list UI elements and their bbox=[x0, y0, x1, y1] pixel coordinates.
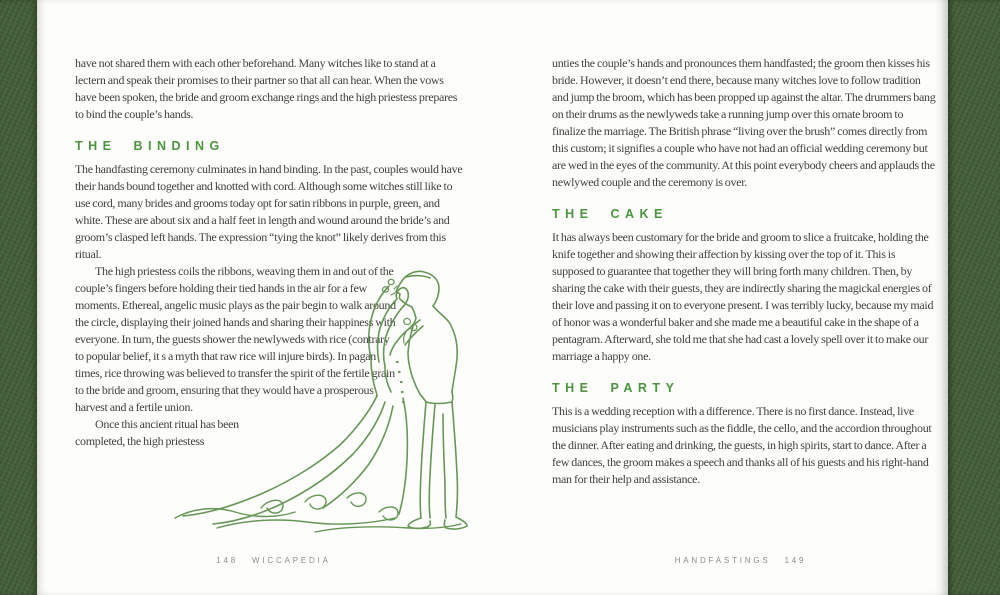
chapter-title: HANDFASTINGS bbox=[674, 556, 771, 565]
paragraph-broom-jump: unties the couple’s hands and pronounces them handfasted; the groom then kisses his bride. However, it doesn’t end there, because many witches love to follow tradition and jump the broom, which has been propped up against the altar. The drummers bang on their drums as the newlyweds take a running jump over this ornate broom to finalize the marriage. The British phrase “living over the brush” comes directly from this custom; it signifies a couple who have not had an official wedding ceremony but are wed in the eyes of the community. At this point everybody cheers and applauds the newlywed couple and the ceremony is over. bbox=[552, 56, 936, 189]
left-cover-edge bbox=[0, 0, 37, 595]
paragraph-vows: have not shared them with each other beforehand. Many witches like to stand at a lectern and speak their promises to their partner so that all can hear. When the vows have been spoken, the bride and groom exchange rings and the high priestess prepares to bind the couple’s hands. bbox=[75, 56, 458, 121]
paragraph-ribbons: The high priestess coils the ribbons, weaving them in and out of the couple’s fingers before holding their tied hands in the air for a few moments. Ethereal, angelic music plays as the pair begin to walk around the circle, displaying their joined hands and sharing their happiness with everyone. In turn, the guests shower the newlyweds with rice (contrary to popular belief, it s a myth that raw rice will injure birds). In pagan times, rice throwing was believed to transfer the spirit of the fertile grain to the bride and groom, ensuring that they would have a prosperous harvest and a fertile union. bbox=[75, 264, 396, 414]
paragraph-cake: It has always been customary for the bride and groom to slice a fruitcake, holding the knife together and showing their affection by kissing over the top of it. This is supposed to guarantee that together they will bring forth many children. Then, by sharing the cake with their guests, they are indirectly sharing the magickal energies of their love and passing it on to everyone present. I was terribly lucky, because my maid of honor was a wonderful baker and she made me a beautiful cake in the shape of a pentagram. Afterward, she told me that she had cast a lovely spell over it to make our marriage a happy one. bbox=[552, 230, 934, 363]
page-number-right: 149 bbox=[784, 556, 807, 565]
paragraph-binding: The handfasting ceremony culminates in hand binding. In the past, couples would have their hands bound together and knotted with cord. Although some witches still like to use cord, many brides and grooms today opt for satin ribbons in purple, green, and white. These are about six and a half feet in length and wound around the bride’s and groom’s clasped left hands. The expression “tying the knot” likely derives from this ritual. bbox=[75, 162, 463, 261]
left-page-footer bbox=[75, 556, 463, 565]
right-cover-edge bbox=[948, 0, 1000, 595]
section-heading-the-binding: THE BINDING bbox=[75, 139, 225, 153]
paragraph-party: This is a wedding reception with a difference. There is no first dance. Instead, live musicians play instruments such as the fiddle, the cello, and the accordion throughout the dinner. After eating and drinking, the guests, in high spirits, start to dance. After a few dances, the groom makes a speech and thanks all of his guests and his right-hand man for their help and assistance. bbox=[552, 404, 932, 486]
section-heading-the-party: THE PARTY bbox=[552, 381, 680, 395]
book-title: WICCAPEDIA bbox=[252, 556, 331, 565]
paragraph-ritual-end: Once this ancient ritual has been completed, the high priestess bbox=[75, 417, 239, 448]
bride-and-groom-illustration bbox=[165, 266, 525, 544]
right-page-footer bbox=[552, 556, 938, 565]
page-number-left: 148 bbox=[216, 556, 239, 565]
section-heading-the-cake: THE CAKE bbox=[552, 207, 668, 221]
right-page-column bbox=[552, 55, 938, 488]
